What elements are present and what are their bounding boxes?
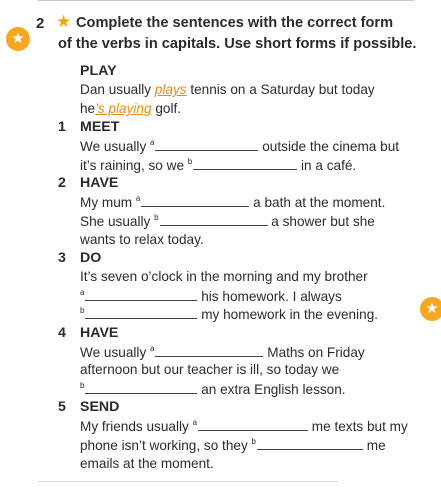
item-sentence-line: It’s seven o’clock in the morning and my brother bbox=[80, 269, 368, 284]
bottom-divider bbox=[38, 481, 338, 482]
gap-label: b bbox=[80, 381, 85, 390]
item-sentence-line: wants to relax today. bbox=[80, 232, 204, 247]
answer-blank[interactable] bbox=[141, 194, 249, 207]
sentence-text: a bath at the moment. bbox=[249, 195, 386, 210]
example-answer-1: plays bbox=[154, 82, 187, 97]
example-sentence-line-2 bbox=[80, 101, 181, 116]
item-number: 1 bbox=[58, 119, 66, 135]
star-badge-icon-right: ★ bbox=[420, 297, 441, 321]
item-number: 2 bbox=[58, 175, 66, 191]
sentence-text: me bbox=[362, 438, 386, 453]
example-answer-2: ’s playing bbox=[95, 101, 152, 116]
gap-label: b bbox=[154, 213, 159, 222]
gap-label: b bbox=[251, 437, 256, 446]
exercise-number: 2 bbox=[36, 15, 45, 32]
item-sentence-line bbox=[80, 344, 365, 360]
gap-label: a bbox=[135, 194, 141, 203]
item-sentence-line bbox=[80, 288, 342, 304]
item-sentence-line bbox=[80, 157, 356, 173]
sentence-text: a shower but she bbox=[267, 214, 375, 229]
gap-label: b bbox=[80, 306, 85, 315]
gap-label: b bbox=[187, 157, 193, 166]
answer-blank[interactable] bbox=[85, 381, 197, 394]
gap-label: a bbox=[80, 288, 85, 297]
example-text: he bbox=[80, 101, 96, 116]
answer-blank[interactable] bbox=[155, 138, 258, 151]
item-sentence-line bbox=[80, 213, 375, 229]
item-sentence-line bbox=[80, 437, 386, 453]
sentence-text: My mum bbox=[80, 195, 136, 210]
item-verb: SEND bbox=[80, 399, 120, 415]
instruction-line-1: Complete the sentences with the correct form bbox=[76, 15, 394, 31]
sentence-text: his homework. I always bbox=[197, 289, 342, 304]
sentence-text: We usually bbox=[80, 139, 151, 154]
item-sentence-line bbox=[80, 138, 399, 154]
example-sentence-line-1 bbox=[80, 82, 375, 97]
answer-blank[interactable] bbox=[85, 288, 197, 301]
answer-blank[interactable] bbox=[155, 344, 263, 357]
item-sentence-line bbox=[80, 306, 378, 322]
top-divider bbox=[38, 0, 414, 1]
item-verb: MEET bbox=[80, 119, 120, 135]
sentence-text: an extra English lesson. bbox=[197, 382, 346, 397]
item-number: 4 bbox=[58, 325, 66, 341]
instruction-line-2: of the verbs in capitals. Use short forms if possible. bbox=[58, 36, 417, 52]
sentence-text: me texts but my bbox=[308, 419, 408, 434]
answer-blank[interactable] bbox=[193, 157, 297, 170]
item-verb: DO bbox=[80, 250, 102, 266]
example-verb: PLAY bbox=[80, 63, 117, 79]
gap-label: a bbox=[150, 138, 155, 147]
star-badge-icon: ★ bbox=[6, 27, 30, 51]
sentence-text: phone isn’t working, so they bbox=[80, 438, 252, 453]
answer-blank[interactable] bbox=[198, 418, 308, 431]
sentence-text: it’s raining, so we bbox=[80, 158, 188, 173]
gap-label: a bbox=[150, 344, 155, 353]
sentence-text: We usually bbox=[80, 345, 151, 360]
gap-label: a bbox=[192, 418, 198, 427]
item-sentence-line bbox=[80, 194, 385, 210]
item-sentence-line bbox=[80, 418, 408, 434]
sentence-text: in a café. bbox=[297, 158, 357, 173]
sentence-text: outside the cinema but bbox=[258, 139, 400, 154]
example-text: Dan usually bbox=[80, 82, 155, 97]
answer-blank[interactable] bbox=[85, 306, 197, 319]
answer-blank[interactable] bbox=[160, 213, 268, 226]
sentence-text: She usually bbox=[80, 214, 155, 229]
item-sentence-line: emails at the moment. bbox=[80, 456, 214, 471]
sentence-text: my homework in the evening. bbox=[197, 307, 379, 322]
sentence-text: My friends usually bbox=[80, 419, 193, 434]
example-text: golf. bbox=[151, 101, 182, 116]
difficulty-star-icon: ★ bbox=[56, 12, 72, 31]
sentence-text: Maths on Friday bbox=[263, 345, 365, 360]
item-number: 3 bbox=[58, 250, 66, 266]
answer-blank[interactable] bbox=[257, 437, 363, 450]
item-sentence-line: afternoon but our teacher is ill, so today we bbox=[80, 362, 340, 377]
item-sentence-line bbox=[80, 381, 346, 397]
item-verb: HAVE bbox=[80, 325, 119, 341]
example-text: tennis on a Saturday but today bbox=[186, 82, 375, 97]
item-verb: HAVE bbox=[80, 175, 119, 191]
item-number: 5 bbox=[58, 399, 66, 415]
